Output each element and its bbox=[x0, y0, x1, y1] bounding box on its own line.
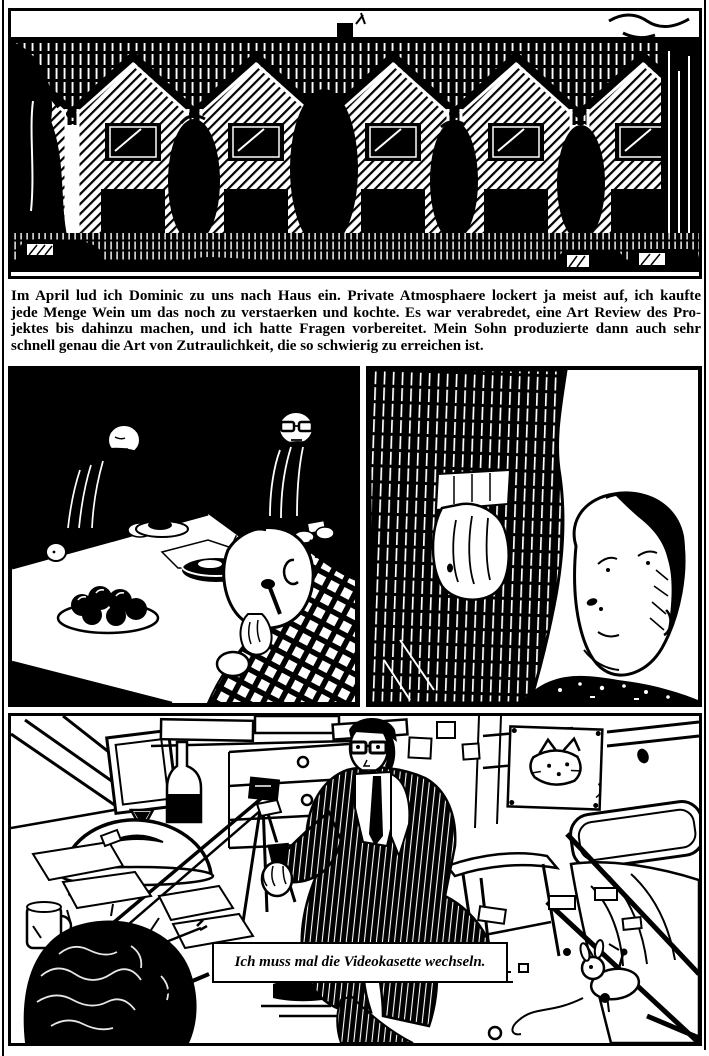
panel-street-scene bbox=[8, 8, 702, 279]
hand-on-coat bbox=[433, 470, 510, 600]
speech-caption bbox=[212, 942, 508, 983]
page-edge-line-right bbox=[704, 0, 706, 1050]
narration-line: Im April lud ich Dominic zu uns nach Haus ein. Private Atmosphaere lockert ja meist auf, ich kaufte bbox=[11, 288, 701, 304]
dinner-table-drawing bbox=[12, 370, 356, 703]
small-child bbox=[44, 533, 68, 561]
hedge-and-cars bbox=[11, 233, 699, 276]
child-looking-up-drawing bbox=[370, 370, 698, 703]
panel-child-looking-up bbox=[366, 366, 702, 707]
narration-text bbox=[11, 288, 701, 354]
speech-caption-text: Ich muss mal die Videokasette wechseln. bbox=[234, 954, 486, 970]
narration-line: jede Menge Wein um das noch zu verstaerken und kochte. Es war verabredet, eine Art Review des Pro- bbox=[11, 304, 701, 321]
page-edge-line-left bbox=[2, 0, 4, 1056]
cluttered-room-drawing bbox=[11, 716, 699, 1043]
food bbox=[148, 520, 172, 530]
panel-cluttered-room bbox=[8, 713, 702, 1046]
narration-line: schnell genau die Art von Zutraulichkeit, die so schwierig zu erreichen ist. bbox=[11, 337, 484, 354]
street-scene-drawing bbox=[11, 11, 699, 276]
narration-line: jektes bis dahinzu machen, und ich hatte Fragen vorbereitet. Mein Sohn produzierte dann auch sehr bbox=[11, 321, 701, 337]
panel-dinner-table bbox=[8, 366, 360, 707]
cat-drawing-pinned bbox=[508, 726, 603, 809]
